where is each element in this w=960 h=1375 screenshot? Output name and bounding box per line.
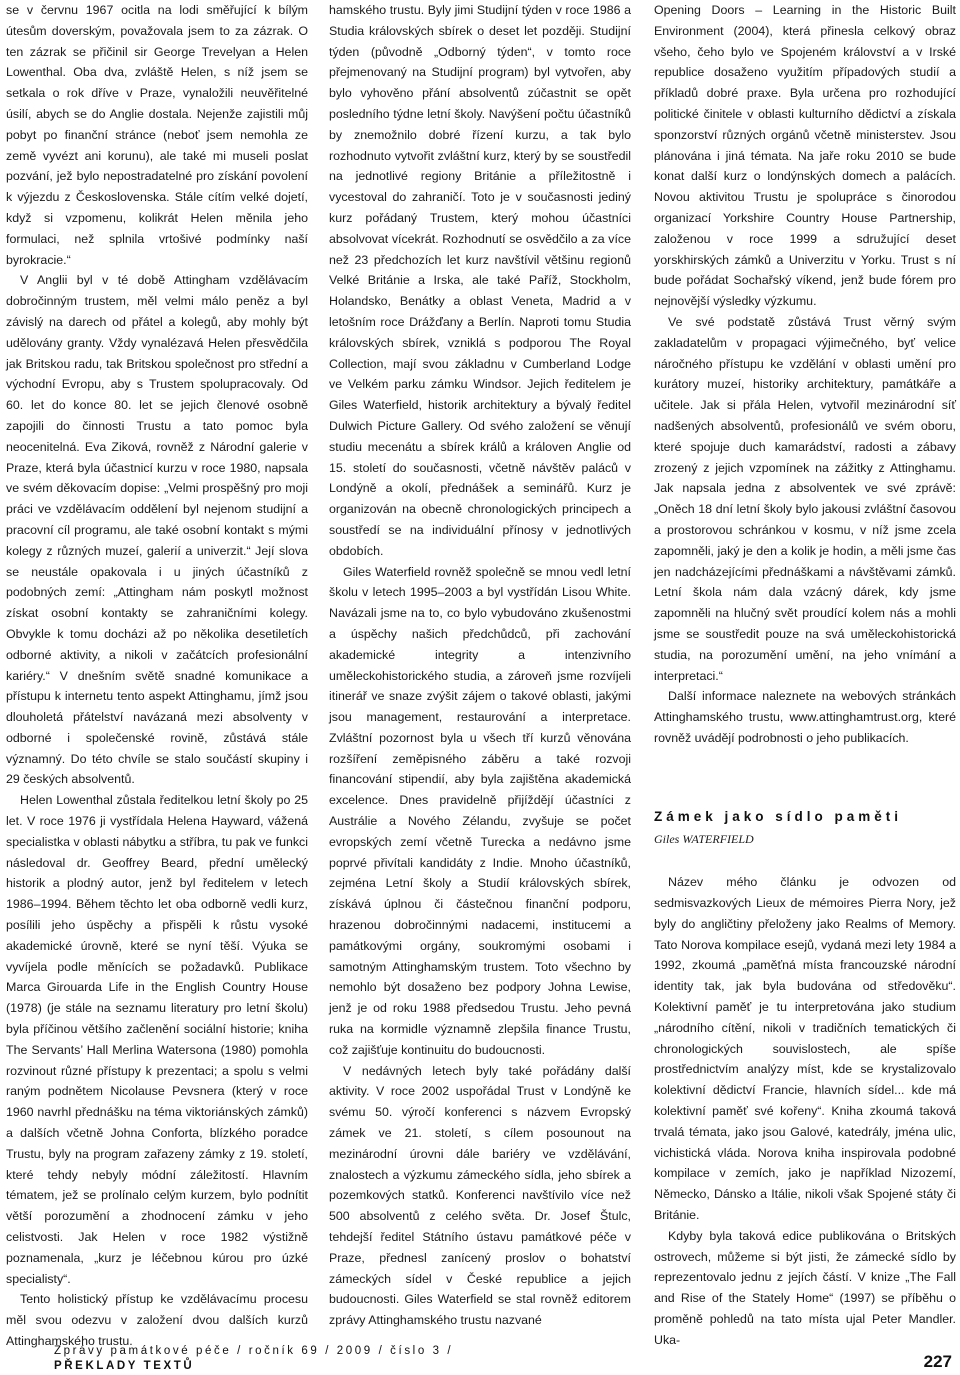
paragraph: se v červnu 1967 ocitla na lodi směřující k bílým útesům doverským, považovala jsem to za zázrak. O ten zázrak se přičinil sir George Trevelyan a Helen Lowenthal. Oba dva, zvláště Helen, s níž jsem se setkala o rok dříve v Praze, vynaložili neuvěřitelné úsilí, abych se do Anglie dostala. Nejenže zajistili můj pobyt po finanční stránce (neboť jsem nemohla ze země vyvézt ani korunu), ale také mi museli poslat pozvání, jež bylo nepostradatelné pro získání povolení k výjezdu z Československa. Stále cítím velké dojetí, když si vzpomenu, kolikrát Helen měnila jeho formulaci, než splnila vrtošivé podmínky naší byrokracie.“ (6, 3, 308, 267)
paragraph: hamského trustu. Byly jimi Studijní týden v roce 1986 a Studia královských sbírek o deset let později. Studijní týden (původně „Odborný týden“, v tomto roce přejmenovaný na Studijní program) byl vytvořen, aby bylo vyhověno přání absolventů zúčastnit se opět posledního týdne letní školy. Navýšení počtu účastníků by znemožnilo dobré řízení kurzu, a tak bylo rozhodnuto vytvořit zvláštní kurz, který by se soustředil na jednotlivé regiony Británie a příležitostně i vycestoval do zahraničí. Toto je v současnosti jediný kurz pořádaný Trustem, který mohou účastníci absolvovat vícekrát. Rozhodnutí se osvědčilo a za více než 23 předchozích let kurz navštívil většinu regionů Velké Británie a Irska, ale také Paříž, Stockholm, Holandsko, Benátky a oblast Veneta, Madrid a v letošním roce Drážďany a Berlín. Naproti tomu Studia královských sbírek, vzniklá s podporou The Royal Collection, mají svou základnu v Cumberland Lodge ve Velkém parku zámku Windsor. Jejich ředitelem je Giles Waterfield, historik architektury a bývalý ředitel Dulwich Picture Gallery. Od svého založení se věnují studiu mecenátu a sbírek králů a královen Anglie od 15. století do současnosti, včetně návštěv paláců v Londýně a okolí, přednášek a seminářů. Kurz je organizován na obecně chronologických principech a soustředí se na individuální přínosy v jednotlivých obdobích. (329, 3, 631, 558)
paragraph: V nedávných letech byly také pořádány další aktivity. V roce 2002 uspořádal Trust v Londýně ke svému 50. výročí konferenci s názvem Evropský zámek ve 21. století, s cílem posounout na mezinárodní úrovni dále bariéry ve vzdělávání, znalostech a výzkumu zámeckého sídla, jeho sbírek a pozemkových statků. Konferenci navštívilo více než 500 absolventů z celého světa. Dr. Josef Štulc, tehdejší ředitel Státního ústavu památkové péče v Praze, přednesl zanícený proslov o bohatství zámeckých sídel v České republice a jejich budoucnosti. Giles Waterfield se stal rovněž editorem zprávy Attinghamského trustu nazvané (329, 1063, 631, 1328)
paragraph: Tento holistický přístup ke vzdělávacímu procesu měl svou odezvu v založení dvou dalších kurzů Attinghamského trustu. (6, 1292, 308, 1348)
column-left (6, 0, 308, 1352)
column-right (654, 0, 956, 1351)
paragraph: Opening Doors – Learning in the Historic Built Environment (2004), která přinesla celkový obraz všeho, čeho bylo ve Spojeném království a v Irské republice dosaženo využitím případových studií a příkladů dobré praxe. Byla určena pro rozhodující politické činitele v oblasti kulturního dědictví a získala sponzorství různých orgánů včetně ministerstev. Jsou plánována i jiná témata. Na jaře roku 2010 se bude konat další kurz o londýnských domech a palácích. Novou aktivitou Trustu je spolupráce s činorodou organizací Yorkshire Country House Partnership, založenou v roce 1999 a sdružující deset yorskhirských zámků a Univerzitu v Yorku. Trust s ní bude pořádat Sochařský víkend, jenž bude fórem pro nejnovější výsledky výzkumu. (654, 3, 956, 309)
section-label: PŘEKLADY TEXTŮ (54, 1360, 195, 1372)
column-middle (329, 0, 631, 1331)
paragraph: Kdyby byla taková edice publikována o Britských ostrovech, můžeme si být jisti, že zámecké sídlo by reprezentovalo jednu z jejích částí. V knize „The Fall and Rise of the Stately Home“ (1997) se příběhu o proměně pohledů na tato místa ujal Peter Mandler. Uka- (654, 1228, 956, 1347)
paragraph: Další informace naleznete na webových stránkách Attinghamského trustu, www.attinghamtrust.org, které rovněž uvádějí podrobnosti o jeho publikacích. (654, 689, 956, 745)
paragraph: Helen Lowenthal zůstala ředitelkou letní školy po 25 let. V roce 1976 ji vystřídala Helena Hayward, vážená specialistka v oblasti nábytku a stříbra, tu pak ve funkci následoval dr. Geoffrey Beard, přední umělecký historik a plodný autor, jenž byl ředitelem v letech 1986–1994. Během těchto let oba odborně vedli kurz, posílili jeho úspěchy a přispěli k růstu vysoké akademické úrovně, které se nyní těší. Výuka se vyvíjela podle měnících se požadavků. Publikace Marca Girouarda Life in the English Country House (1978) (je stále na seznamu literatury pro letní školu) byla příčinou většího začlenění sociální historie; kniha The Servants’ Hall Merlina Watersona (1980) pomohla rozvinout různé přístupy k prezentaci; a spolu s velmi raným podnětem Nicolause Pevsnera (který v roce 1960 navrhl přednášku na téma viktoriánských zámků) a dalších včetně Johna Conforta, blízkého poradce Trustu, byly na program zařazeny zámky z 19. století, které tehdy nebyly módní záležitostí. Hlavním tématem, jež se prolínalo celým kurzem, bylo podnítit větší porozumění a zhodnocení zámku v jeho celistvosti. Jak Helen v roce 1982 výstižně poznamenala, „kurz je léčebnou kúrou pro úzké specialisty“. (6, 793, 308, 1286)
paragraph: V Anglii byl v té době Attingham vzdělávacím dobročinným trustem, měl velmi málo peněz a byl závislý na darech od přátel a kolegů, aby mohly být udělovány granty. Vždy vynalézavá Helen přesvědčila jak Britskou radu, tak Britskou společnost pro střední a východní Evropu, aby s Trustem spolupracovaly. Od 60. let do konce 80. let se jejich členové osobně zapojili do činnosti Trustu a tato pomoc byla neocenitelná. Eva Ziková, rovněž z Národní galerie v Praze, která byla účastnicí kurzu v roce 1980, napsala ve svém děkovacím dopise: „Velmi prospěšný pro moji práci ve vzdělávacím oddělení byl nejenom studijní a pracovní cíl programu, ale také osobní kontakt s mými kolegy z různých muzeí, galerií a univerzit.“ Její slova se neustále opakovala i u jiných účastníků z podobných zemí: „Attingham nám poskytl možnost získat osobní kontakty se zahraničními kolegy. Obvykle k tomu docházi až po několika desetiletích odborné aktivity, a nikoli v začátcích profesionální kariéry.“ V dnešním světě snadné komunikace a přístupu k internetu tento aspekt Attinghamu, jímž jsou dlouholetá přátelství navázaná mezi absolventy v odborné i společenské rovině, zůstává stále významný. Do této chvíle se stalo součástí skupiny i 29 českých absolventů. (6, 273, 308, 787)
journal-line: Zprávy památkové péče / ročník 69 / 2009 / číslo 3 / (54, 1345, 454, 1357)
author-name: Giles WATERFIELD (654, 832, 754, 847)
running-footer (54, 1344, 453, 1374)
paragraph: Giles Waterfield rovněž společně se mnou vedl letní školu v letech 1995–2003 a byl vystřídán Lisou White. Navázali jsme na to, co bylo vybudováno zkušenostmi a úspěchy našich předchůdců, při zachování akademické integrity a intenzivního uměleckohistorického studia, a zároveň jsme rozvíjeli itinerář ve snaze zvýšit zájem o takové oblasti, jakými jsou management, restaurování a interpretace. Zvláštní pozornost byla u všech tří kurzů věnována rozšíření zeměpisného záběru a také rozvoji financování stipendií, aby byla zajištěna akademická excelence. Dnes pravidelně přijíždějí účastníci z Austrálie a Nového Zélandu, zvyšuje se počet evropských zemí včetně Turecka a nedávno jsme poprvé přivítali kandidáty z Indie. Mnoho účastníků, zejména Letní školy a Studií královských sbírek, získává úplnou či částečnou finanční podporu, hrazenou dobročinnými nadacemi, institucemi a památkovými orgány, soukromými osobami i samotným Attinghamským trustem. Toto všechno by nemohlo být dosaženo bez podpory Johna Lewise, jenž je od roku 1988 předsedou Trustu. Jeho pevná ruka na kormidle významně zlepšila finance Trustu, což zajišťuje kontinuitu do budoucnosti. (329, 564, 631, 1057)
page-number: 227 (923, 1352, 952, 1371)
section-heading: Zámek jako sídlo paměti (654, 808, 903, 824)
paragraph: Ve své podstatě zůstává Trust věrný svým zakladatelům v propagaci výjimečného, byť velice náročného přístupu ke vzdělání v oblasti umění pro kurátory muzeí, historiky architektury, památkáře a učitele. Jak si přála Helen, vytvořil mezinárodní síť nadšených absolventů, profesionálů ve svém oboru, které spojuje duch kamarádství, radosti a zábavy zrozený z jejich vzpomínek na zážitky z Attinghamu. Jak napsala jedna z absolventek ve své zprávě: „Oněch 18 dní letní školy bylo jakousi zvláštní časovou a prostorovou schránkou v kosmu, v níž jsme zcela zapomněli, jaký je den a kolik je hodin, a měli jsme čas jen nadcházejícími přednáškami a návštěvami zámků. Letní škola nám dala vzácný dárek, kdy jsme zapomněli na hlučný svět proudící kolem nás a mohli jsme se soustředit pouze na svá uměleckohistorická studia, na porozumění umění, na jeho vnímání a interpretaci.“ (654, 314, 956, 683)
paragraph: Název mého článku je odvozen od sedmisvazkových Lieux de mémoires Pierra Nory, jež byly do angličtiny přeloženy jako Realms of Memory. Tato Norova kompilace esejů, vydaná mezi lety 1984 a 1992, zkoumá „paměťná místa francouzské národní identity tak, jak byla budována od středověku“. Kolektivní paměť je tu interpretována jako studium „národního cítění, nikoli v tradičních tematických či chronologických souvislostech, ale spíše prostřednictvím analýzy míst, kde se krystalizovalo kolektivní dědictví Francie, hlavních sídel... kde má kolektivní paměť své kořeny“. Kniha zkoumá taková trvalá témata, jako jsou Galové, katedrály, jména ulic, vichistická vláda. Norova kniha inspirovala podobné kompilace v zemích, jako je například Nizozemí, Německo, Dánsko a Itálie, nikoli však Spojené státy či Británie. (654, 875, 956, 1223)
